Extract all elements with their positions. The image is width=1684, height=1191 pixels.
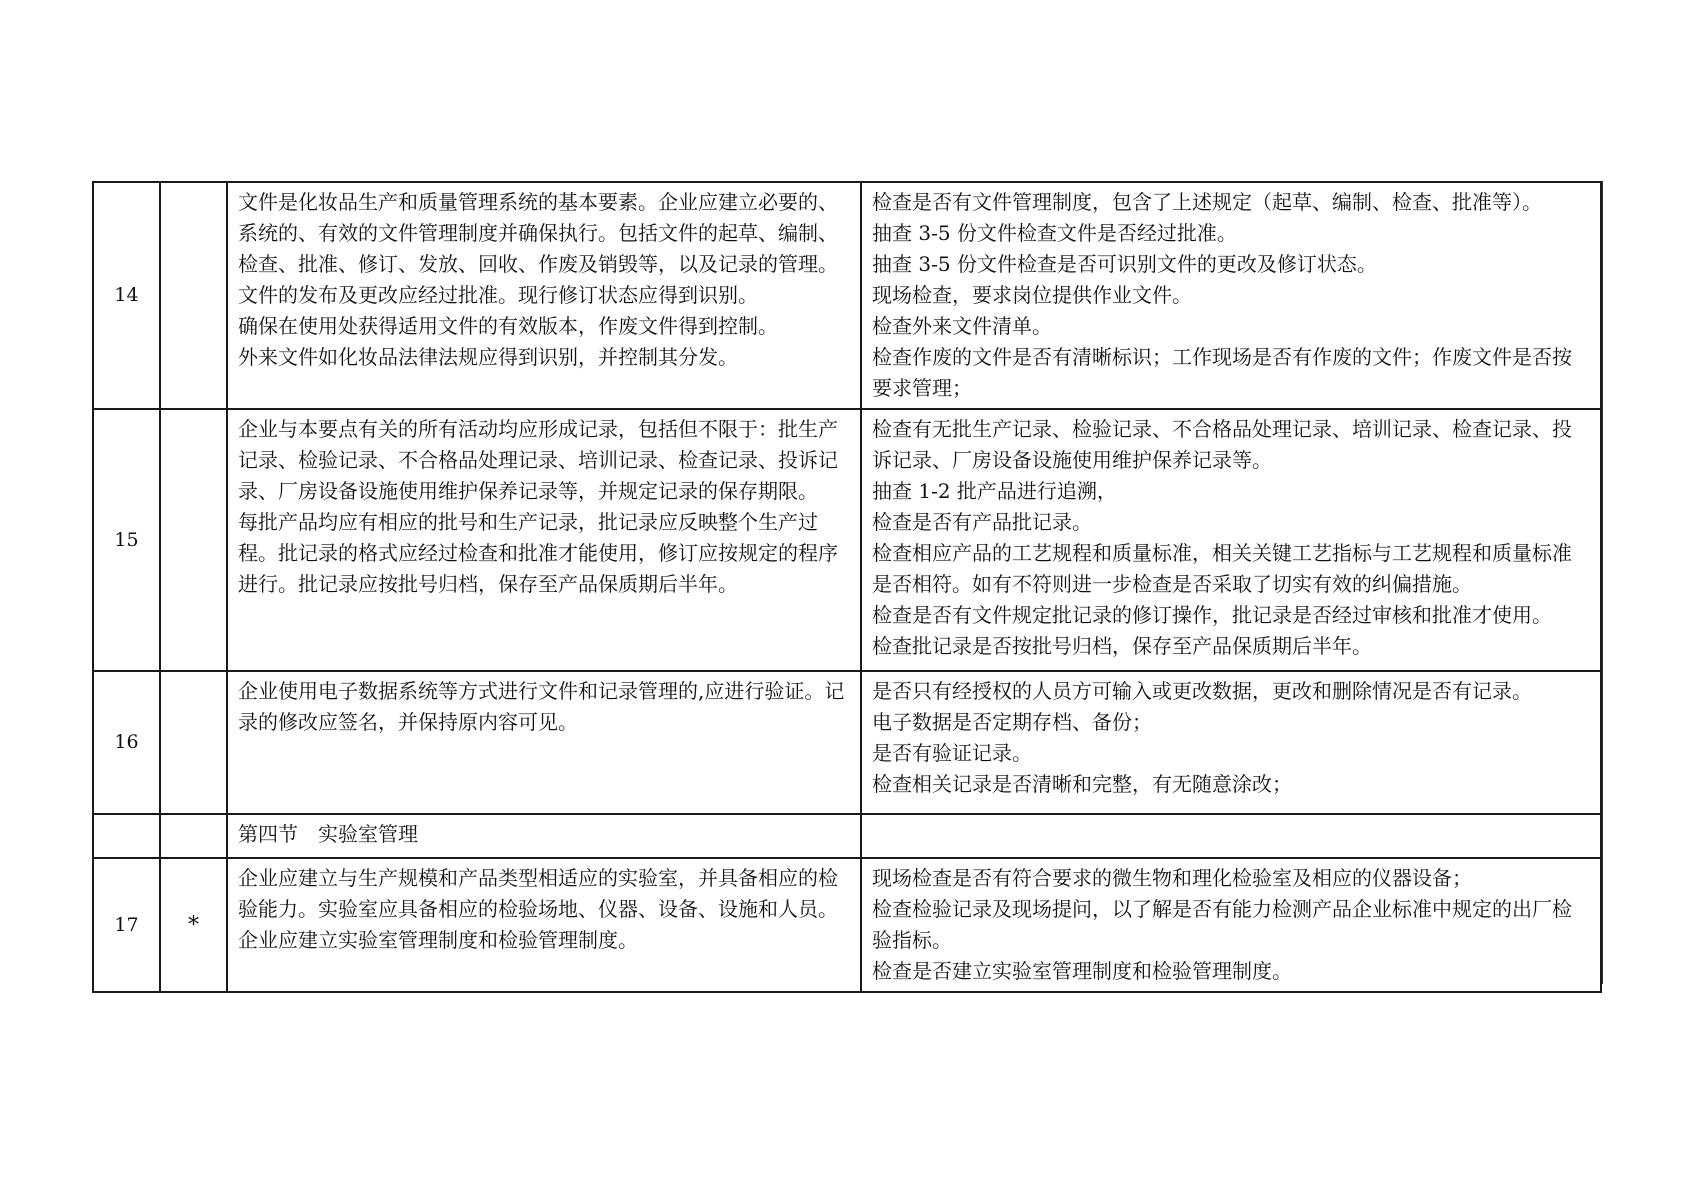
inspection-text: 现场检查，要求岗位提供作业文件。: [872, 283, 1192, 307]
requirement-text: 企业使用电子数据系统等方式进行文件和记录管理的,应进行验证。记录的修改应签名，并保持原内容可见。: [238, 679, 845, 734]
requirement-text: 确保在使用处获得适用文件的有效版本，作废文件得到控制。: [238, 314, 778, 338]
inspection-text: 现场检查是否有符合要求的微生物和理化检验室及相应的仪器设备；: [872, 866, 1472, 890]
inspection-cell: [861, 814, 1601, 858]
inspection-text: 检查作废的文件是否有清晰标识；工作现场是否有作废的文件；作废文件是否按要求管理；: [872, 345, 1572, 400]
inspection-text: 抽查 3-5 份文件检查是否可识别文件的更改及修订状态。: [872, 252, 1377, 276]
inspection-text: 是否只有经授权的人员方可输入或更改数据，更改和删除情况是否有记录。: [872, 679, 1532, 703]
inspection-text: 检查是否建立实验室管理制度和检验管理制度。: [872, 959, 1292, 983]
row-number: 15: [93, 409, 160, 671]
requirement-cell: [227, 182, 861, 409]
table-edge-line: [1602, 181, 1603, 984]
table-row: [93, 182, 1601, 409]
section-title-cell: [227, 814, 861, 858]
section-row: [93, 814, 1601, 858]
inspection-cell: [861, 182, 1601, 409]
inspection-text: 电子数据是否定期存档、备份；: [872, 710, 1152, 734]
section-title: 第四节 实验室管理: [238, 822, 418, 846]
inspection-cell: [861, 409, 1601, 671]
inspection-text: 检查是否有产品批记录。: [872, 510, 1092, 534]
table-row: [93, 671, 1601, 814]
key-item-mark: [160, 671, 227, 814]
row-number: 16: [93, 671, 160, 814]
requirement-cell: [227, 409, 861, 671]
row-number: [93, 814, 160, 858]
requirement-text: 文件是化妆品生产和质量管理系统的基本要素。企业应建立必要的、系统的、有效的文件管理制度并确保执行。包括文件的起草、编制、检查、批准、修订、发放、回收、作废及销毁等，以及记录的管理。文件的发布及更改应经过批准。现行修订状态应得到识别。: [238, 190, 838, 307]
inspection-text: 检查是否有文件管理制度，包含了上述规定（起草、编制、检查、批准等）。: [872, 190, 1542, 214]
row-number: 14: [93, 182, 160, 409]
inspection-text: 检查批记录是否按批号归档，保存至产品保质期后半年。: [872, 634, 1372, 658]
table-row: [93, 858, 1601, 992]
inspection-text: 检查有无批生产记录、检验记录、不合格品处理记录、培训记录、检查记录、投诉记录、厂房设备设施使用维护保养记录等。: [872, 417, 1572, 472]
key-item-mark: [160, 814, 227, 858]
requirement-cell: [227, 671, 861, 814]
inspection-text: 检查相关记录是否清晰和完整，有无随意涂改；: [872, 772, 1292, 796]
requirement-text: 外来文件如化妆品法律法规应得到识别，并控制其分发。: [238, 345, 738, 369]
inspection-cell: [861, 671, 1601, 814]
key-item-mark: [160, 409, 227, 671]
requirement-cell: [227, 858, 861, 992]
inspection-text: 是否有验证记录。: [872, 741, 1032, 765]
inspection-text: 检查是否有文件规定批记录的修订操作，批记录是否经过审核和批准才使用。: [872, 603, 1552, 627]
inspection-table: [92, 181, 1602, 993]
inspection-text: 检查外来文件清单。: [872, 314, 1052, 338]
inspection-text: 检查检验记录及现场提问，以了解是否有能力检测产品企业标准中规定的出厂检验指标。: [872, 897, 1572, 952]
key-item-mark: *: [160, 858, 227, 992]
requirement-text: 企业应建立与生产规模和产品类型相适应的实验室，并具备相应的检验能力。实验室应具备相应的检验场地、仪器、设备、设施和人员。企业应建立实验室管理制度和检验管理制度。: [238, 866, 838, 952]
inspection-text: 检查相应产品的工艺规程和质量标准，相关关键工艺指标与工艺规程和质量标准是否相符。如有不符则进一步检查是否采取了切实有效的纠偏措施。: [872, 541, 1572, 596]
key-item-mark: [160, 182, 227, 409]
requirement-text: 每批产品均应有相应的批号和生产记录，批记录应反映整个生产过程。批记录的格式应经过检查和批准才能使用，修订应按规定的程序进行。批记录应按批号归档，保存至产品保质期后半年。: [238, 510, 838, 596]
requirement-text: 企业与本要点有关的所有活动均应形成记录，包括但不限于：批生产记录、检验记录、不合格品处理记录、培训记录、检查记录、投诉记录、厂房设备设施使用维护保养记录等，并规定记录的保存期限。: [238, 417, 838, 503]
inspection-text: 抽查 1-2 批产品进行追溯，: [872, 479, 1117, 503]
inspection-cell: [861, 858, 1601, 992]
table-row: [93, 409, 1601, 671]
row-number: 17: [93, 858, 160, 992]
inspection-text: 抽查 3-5 份文件检查文件是否经过批准。: [872, 221, 1237, 245]
